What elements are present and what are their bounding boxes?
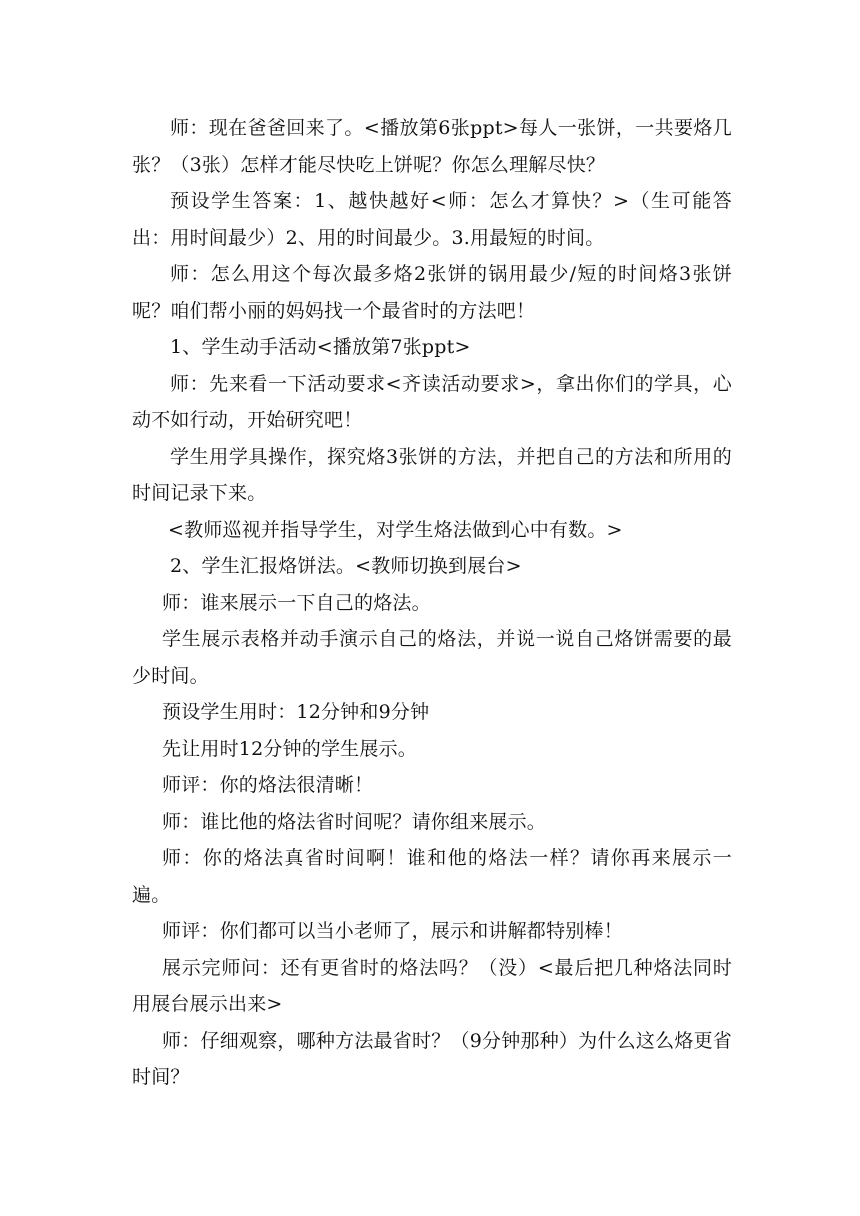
paragraph-dad-returns: 师：现在爸爸回来了。<播放第6张ppt>每人一张饼，一共要烙几张？（3张）怎样才能尽快吃上饼呢？你怎么理解尽快？ — [132, 117, 732, 176]
paragraph-activity-2: 2、学生汇报烙饼法。<教师切换到展台> — [170, 555, 522, 577]
paragraph-after-show: 展示完师问：还有更省时的烙法吗？（没）<最后把几种烙法同时用展台展示出来> — [132, 956, 732, 1015]
paragraph-show-12-min: 先让用时12分钟的学生展示。 — [162, 737, 417, 760]
paragraph-how-to-bake: 师：怎么用这个每次最多烙2张饼的锅用最少/短的时间烙3张饼呢？咱们帮小丽的妈妈找一个最省时的方法吧！ — [132, 263, 732, 322]
paragraph-teacher-patrol: <教师巡视并指导学生，对学生烙法做到心中有数。> — [168, 518, 623, 541]
paragraph-teacher-comment-2: 师评：你们都可以当小老师了，展示和讲解都特别棒！ — [162, 920, 623, 942]
paragraph-preset-answers: 预设学生答案：1、越快越好<师：怎么才算快？>（生可能答出：用时间最少）2、用的时间最少。3.用最短的时间。 — [132, 190, 732, 249]
document-body — [132, 110, 732, 1096]
paragraph-students-operate: 学生用学具操作，探究烙3张饼的方法，并把自己的方法和所用的时间记录下来。 — [132, 445, 732, 504]
paragraph-activity-1: 1、学生动手活动<播放第7张ppt> — [170, 336, 471, 358]
paragraph-teacher-comment-1: 师评：你的烙法很清晰！ — [162, 774, 374, 796]
paragraph-who-shows: 师：谁来展示一下自己的烙法。 — [162, 591, 431, 614]
paragraph-observe: 师：仔细观察，哪种方法最省时？（9分钟那种）为什么这么烙更省时间？ — [132, 1029, 732, 1088]
paragraph-saves-time-praise: 师：你的烙法真省时间啊！谁和他的烙法一样？请你再来展示一遍。 — [132, 847, 732, 906]
paragraph-who-saves-time: 师：谁比他的烙法省时间呢？请你组来展示。 — [162, 810, 547, 833]
paragraph-preset-times: 预设学生用时：12分钟和9分钟 — [162, 701, 430, 723]
paragraph-activity-requirements: 师：先来看一下活动要求<齐读活动要求>，拿出你们的学具，心动不如行动，开始研究吧！ — [132, 372, 732, 431]
paragraph-students-demo: 学生展示表格并动手演示自己的烙法，并说一说自己烙饼需要的最少时间。 — [132, 628, 732, 687]
